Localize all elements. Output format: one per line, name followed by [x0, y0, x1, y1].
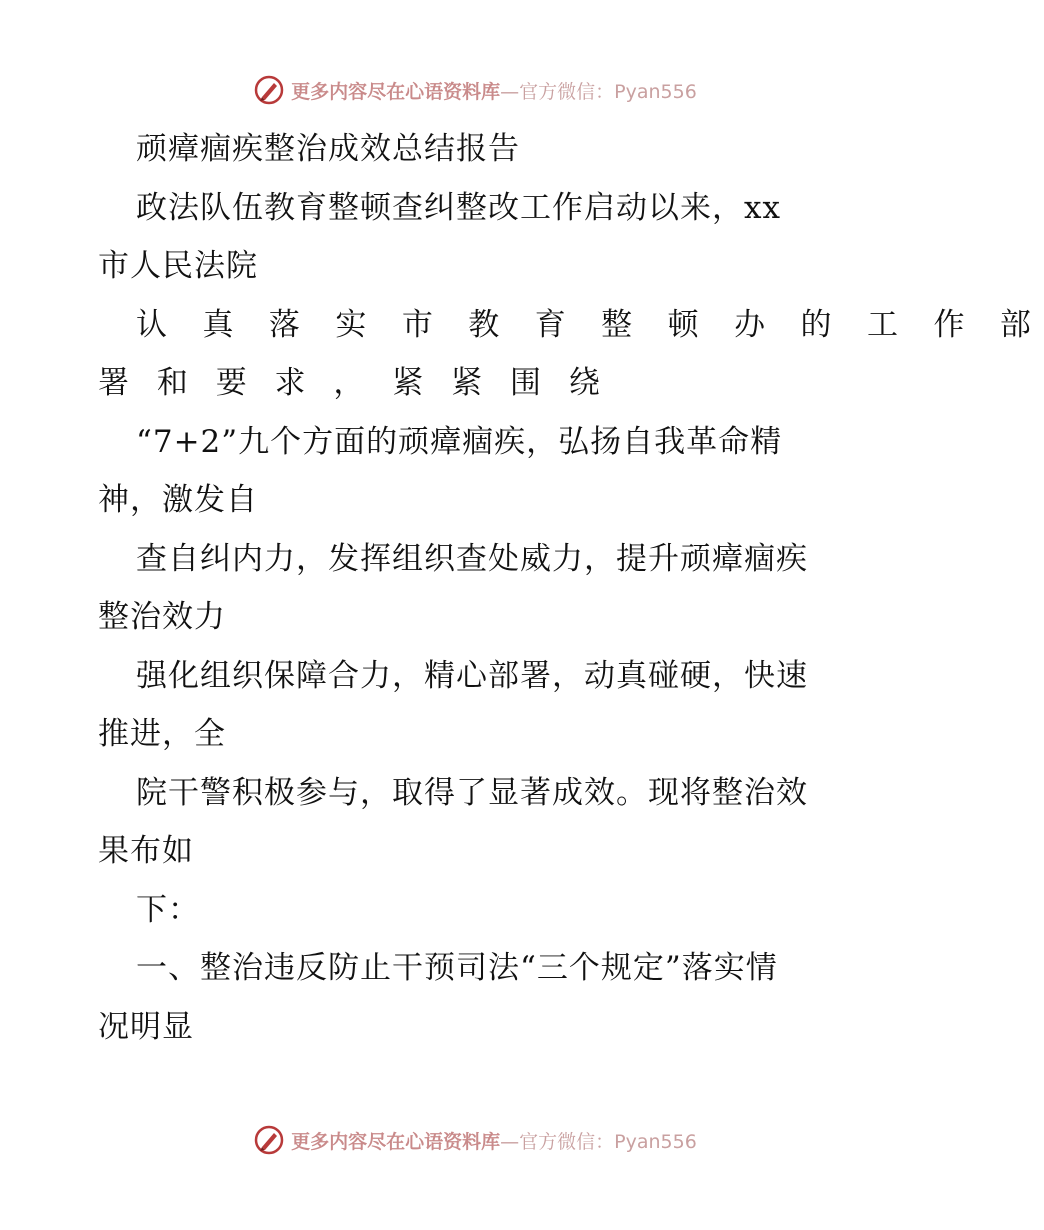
pen-logo-icon [253, 74, 285, 106]
text-line: 署 和 要 求 ， 紧 紧 围 绕 [98, 365, 609, 401]
pen-logo-icon [253, 1124, 285, 1156]
text-line: 查自纠内力，发挥组织查处威力，提升顽瘴痼疾 [136, 540, 808, 577]
text-line: 神，激发自 [98, 482, 258, 518]
text-line: 政法队伍教育整顿查纠整改工作启动以来，xx [136, 189, 781, 226]
text-line: 强化组织保障合力，精心部署，动真碰硬，快速 [136, 657, 808, 694]
header-brand: 更多内容尽在心语资料库 [291, 80, 501, 103]
text-line: 市人民法院 [98, 248, 258, 284]
document-title: 顽瘴痼疾整治成效总结报告 [136, 131, 520, 167]
footer-separator: — [500, 1130, 520, 1153]
text-line: 整治效力 [98, 599, 226, 635]
text-line: “7+2”九个方面的顽瘴痼疾，弘扬自我革命精 [136, 423, 783, 460]
text-line: 推进，全 [98, 716, 226, 752]
footer-brand: 更多内容尽在心语资料库 [291, 1130, 501, 1153]
text-line: 认 真 落 实 市 教 育 整 顿 办 的 工 作 部 [136, 306, 1044, 343]
text-line: 下： [136, 891, 200, 928]
footer-banner [0, 1120, 950, 1160]
section-heading: 一、整治违反防止干预司法“三个规定”落实情 [136, 950, 778, 986]
header-banner-text [291, 77, 697, 104]
text-line: 况明显 [98, 1008, 194, 1045]
document-body [98, 120, 1044, 1056]
header-separator: — [500, 80, 520, 103]
footer-banner-text [291, 1127, 697, 1154]
header-wechat: 官方微信：Pyan556 [519, 80, 697, 103]
text-line: 果布如 [98, 833, 194, 869]
header-banner [0, 70, 950, 110]
text-line: 院干警积极参与，取得了显著成效。现将整治效 [136, 774, 808, 811]
footer-wechat: 官方微信：Pyan556 [519, 1130, 697, 1153]
